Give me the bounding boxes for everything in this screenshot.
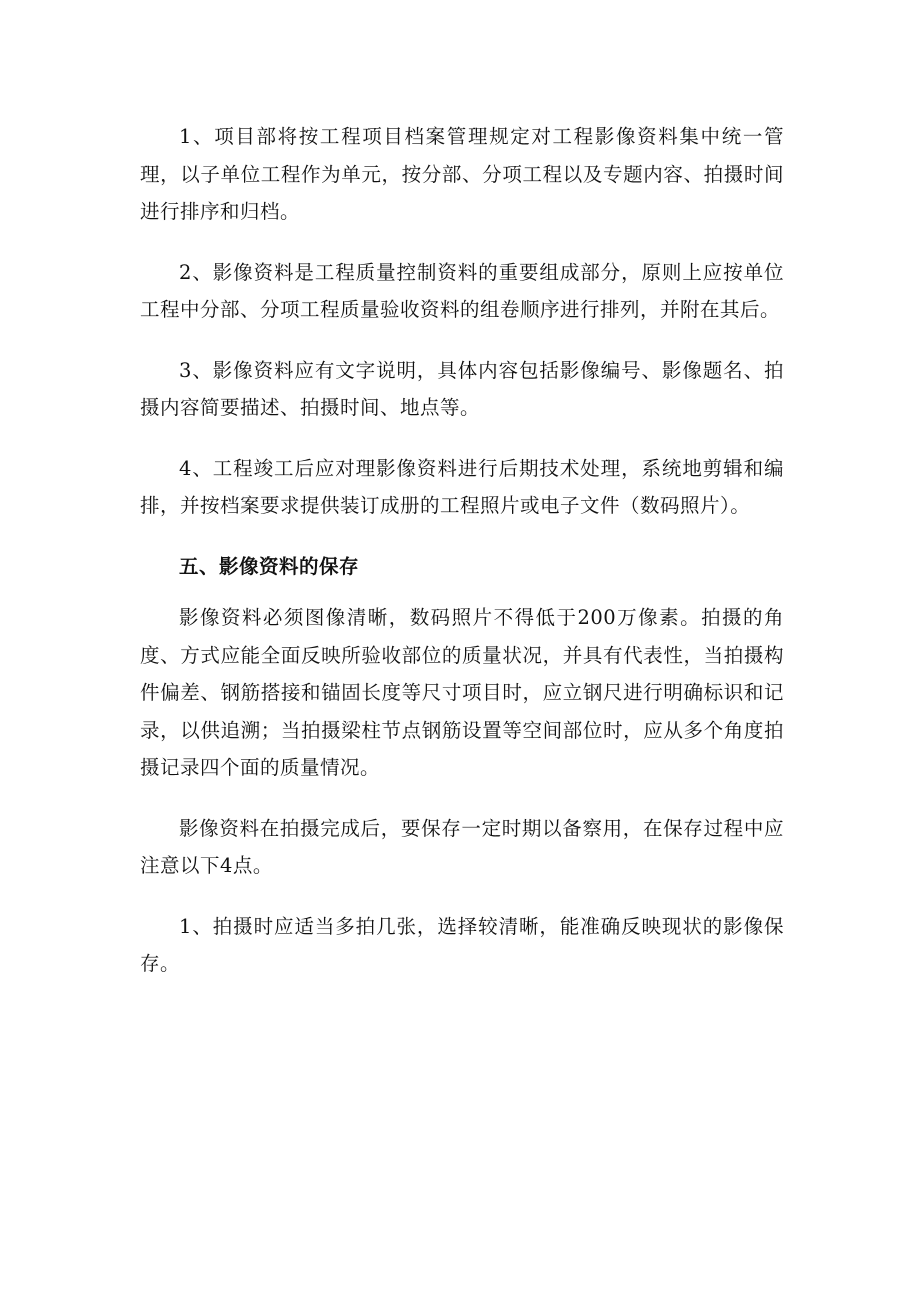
paragraph-4: 4、工程竣工后应对理影像资料进行后期技术处理，系统地剪辑和编排，并按档案要求提供装订成册的工程照片或电子文件（数码照片）。: [140, 456, 784, 517]
section-heading: 五、影像资料的保存: [179, 554, 360, 578]
section-paragraph-3: 1、拍摄时应适当多拍几张，选择较清晰，能准确反映现状的影像保存。: [140, 914, 784, 975]
paragraph-2: 2、影像资料是工程质量控制资料的重要组成部分，原则上应按单位工程中分部、分项工程质量验收资料的组卷顺序进行排列，并附在其后。: [140, 260, 784, 321]
paragraph-1: 1、项目部将按工程项目档案管理规定对工程影像资料集中统一管理，以子单位工程作为单元，按分部、分项工程以及专题内容、拍摄时间进行排序和归档。: [140, 125, 784, 223]
section-paragraph-2: 影像资料在拍摄完成后，要保存一定时期以备察用，在保存过程中应注意以下4点。: [140, 816, 784, 877]
section-paragraph-1: 影像资料必须图像清晰，数码照片不得低于200万像素。拍摄的角度、方式应能全面反映所验收部位的质量状况，并具有代表性，当拍摄构件偏差、钢筋搭接和锚固长度等尺寸项目时，应立钢尺进行明确标识和记录，以供追溯；当拍摄梁柱节点钢筋设置等空间部位时，应从多个角度拍摄记录四个面的质量情况。: [140, 606, 784, 779]
paragraph-3: 3、影像资料应有文字说明，具体内容包括影像编号、影像题名、拍摄内容简要描述、拍摄时间、地点等。: [140, 358, 784, 419]
